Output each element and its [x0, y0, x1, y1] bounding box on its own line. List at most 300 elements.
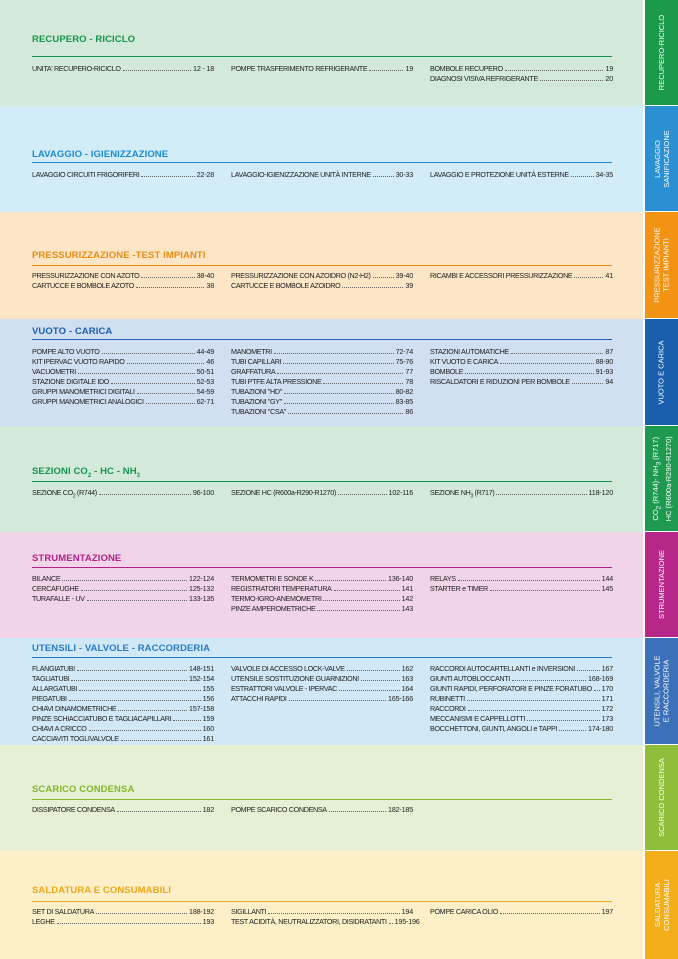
- entry-page-number: 160: [202, 724, 214, 733]
- entry-label: VACUOMETRI: [32, 367, 76, 376]
- section-title: STRUMENTAZIONE: [32, 553, 122, 564]
- index-entry[interactable]: [231, 488, 413, 498]
- entry-label: KIT IPERVAC VUOTO RAPIDO: [32, 357, 125, 366]
- entry-page-number: 80-82: [395, 387, 413, 396]
- entry-label: SEZIONE $CO_2$ (R744): [32, 488, 97, 500]
- index-column: [430, 170, 613, 180]
- index-entry[interactable]: [32, 367, 214, 377]
- leader-dots: [500, 913, 600, 914]
- index-entry[interactable]: [32, 724, 214, 734]
- index-entry[interactable]: [231, 674, 413, 684]
- leader-dots: [141, 176, 194, 177]
- entry-label: MANOMETRI: [231, 347, 272, 356]
- leader-dots: [361, 680, 400, 681]
- entry-page-number: 141: [401, 584, 413, 593]
- entry-label: SEZIONE $NH_3$ (R717): [430, 488, 495, 500]
- leader-dots: [89, 730, 201, 731]
- leader-dots: [572, 383, 604, 384]
- entry-page-number: 143: [401, 604, 413, 613]
- entry-label: POMPE SCARICO CONDENSA: [231, 805, 327, 814]
- entry-page-number: 174-180: [588, 724, 613, 733]
- leader-dots: [137, 393, 195, 394]
- entry-label: GIUNTI AUTOBLOCCANTI: [430, 674, 510, 683]
- leader-dots: [69, 700, 201, 701]
- index-entry[interactable]: [430, 64, 613, 74]
- entry-page-number: 39-40: [395, 271, 413, 280]
- entry-page-number: 172: [601, 704, 613, 713]
- entry-label: TAGLIATUBI: [32, 674, 70, 683]
- index-entry[interactable]: [231, 397, 413, 407]
- index-entry[interactable]: [430, 907, 613, 917]
- leader-dots: [96, 913, 187, 914]
- index-entry[interactable]: [32, 684, 214, 694]
- tab-label: RECUPERO-RICICLO: [657, 14, 666, 91]
- entry-page-number: 188-192: [189, 907, 214, 916]
- entry-label: SET DI SALDATURA: [32, 907, 95, 916]
- entry-label: CACCIAVITI TOGLIVALVOLE: [32, 734, 119, 743]
- index-entry[interactable]: [231, 584, 413, 594]
- index-entry[interactable]: [430, 724, 613, 734]
- leader-dots: [540, 80, 604, 81]
- leader-dots: [79, 690, 200, 691]
- index-column: [32, 64, 214, 74]
- entry-label: BILANCE: [32, 574, 61, 583]
- leader-dots: [527, 720, 600, 721]
- entry-label: MECCANISMI E CAPPELLOTTI: [430, 714, 526, 723]
- index-entry[interactable]: [32, 397, 214, 407]
- leader-dots: [62, 580, 187, 581]
- leader-dots: [123, 70, 191, 71]
- entry-label: BOMBOLE: [430, 367, 464, 376]
- entry-page-number: 157-158: [189, 704, 214, 713]
- tab-pressurizzazione[interactable]: [645, 212, 678, 318]
- entry-page-number: 72-74: [395, 347, 413, 356]
- index-column: [231, 907, 420, 927]
- entry-page-number: 38-40: [196, 271, 214, 280]
- entry-page-number: 12 - 18: [193, 64, 214, 73]
- entry-page-number: 41: [605, 271, 613, 280]
- index-column: [430, 907, 613, 917]
- index-entry[interactable]: [231, 281, 413, 291]
- leader-dots: [342, 287, 403, 288]
- index-entry[interactable]: [231, 907, 413, 917]
- entry-page-number: 170: [601, 684, 613, 693]
- index-entry[interactable]: [231, 917, 420, 927]
- entry-page-number: 195-196: [394, 917, 420, 926]
- section-title: SCARICO CONDENSA: [32, 784, 135, 795]
- tab-label: $CO_2$ (R744)- $NH_3$ (R717) HC (R600a-R290-R1270): [650, 435, 673, 522]
- entry-label: RUBINETTI: [430, 694, 465, 703]
- entry-label: TUBAZIONI "GY": [231, 397, 282, 406]
- entry-page-number: 54-59: [196, 387, 214, 396]
- index-column: [32, 347, 214, 407]
- index-entry[interactable]: [430, 704, 613, 714]
- entry-label: SEZIONE HC (R600a-R290-R1270): [231, 488, 336, 497]
- entry-page-number: 19: [605, 64, 613, 73]
- entry-label: ALLARGATUBI: [32, 684, 78, 693]
- index-entry[interactable]: [430, 674, 613, 684]
- entry-label: TEST ACIDITÀ, NEUTRALIZZATORI, DISIDRATANTI: [231, 917, 387, 926]
- index-entry[interactable]: [32, 674, 214, 684]
- entry-page-number: 167: [601, 664, 613, 673]
- leader-dots: [389, 923, 393, 924]
- entry-label: ESTRATTORI VALVOLE - IPERVAC: [231, 684, 338, 693]
- leader-dots: [127, 363, 205, 364]
- index-entry[interactable]: [32, 734, 214, 744]
- section-title: SEZIONI $CO_2$ - HC - $NH_3$: [32, 466, 141, 479]
- entry-page-number: 46: [206, 357, 214, 366]
- tab-sezioni[interactable]: [645, 426, 678, 531]
- entry-page-number: 62-71: [196, 397, 214, 406]
- entry-label: GRUPPI MANOMETRICI DIGITALI: [32, 387, 135, 396]
- index-entry[interactable]: [32, 594, 214, 604]
- index-column: [430, 664, 613, 734]
- leader-dots: [284, 403, 394, 404]
- leader-dots: [347, 670, 400, 671]
- entry-label: STAZIONE DIGITALE IDO: [32, 377, 110, 386]
- entry-page-number: 118-120: [588, 488, 613, 497]
- entry-page-number: 22-28: [196, 170, 214, 179]
- entry-label: DIAGNOSI VISIVA REFRIGERANTE: [430, 74, 538, 83]
- index-entry[interactable]: [32, 574, 214, 584]
- index-entry[interactable]: [32, 170, 214, 180]
- entry-label: PINZE SCHIACCIATUBO E TAGLIACAPILLARI: [32, 714, 172, 723]
- leader-dots: [117, 811, 201, 812]
- entry-label: TUBI CAPILLARI: [231, 357, 282, 366]
- leader-dots: [141, 277, 194, 278]
- section-divider: [32, 162, 612, 163]
- index-entry[interactable]: [231, 271, 413, 281]
- tab-label: STRUMENTAZIONE: [657, 549, 666, 620]
- index-column: [231, 664, 413, 704]
- entry-page-number: 125-132: [189, 584, 214, 593]
- index-entry[interactable]: [32, 917, 214, 927]
- entry-label: CHIAVI A CRICCO: [32, 724, 87, 733]
- leader-dots: [339, 690, 400, 691]
- index-entry[interactable]: [231, 574, 413, 584]
- leader-dots: [146, 403, 195, 404]
- leader-dots: [71, 680, 187, 681]
- tab-strumentazione[interactable]: [645, 532, 678, 637]
- leader-dots: [288, 413, 403, 414]
- entry-page-number: 161: [202, 734, 214, 743]
- index-entry[interactable]: [430, 377, 613, 387]
- tab-vuoto[interactable]: [645, 319, 678, 425]
- entry-label: GRAFFATURA: [231, 367, 276, 376]
- tab-label: VUOTO E CARICA: [657, 339, 667, 405]
- section-title: SALDATURA E CONSUMABILI: [32, 885, 171, 896]
- index-entry[interactable]: [430, 271, 613, 281]
- index-entry[interactable]: [32, 377, 214, 387]
- entry-label: TERMO-IGRO-ANEMOMETRI: [231, 594, 322, 603]
- entry-label: GRUPPI MANOMETRICI ANALOGICI: [32, 397, 144, 406]
- entry-label: VALVOLE DI ACCESSO LOCK-VALVE: [231, 664, 345, 673]
- index-entry[interactable]: [32, 584, 214, 594]
- index-entry[interactable]: [430, 714, 613, 724]
- leader-dots: [315, 580, 386, 581]
- entry-page-number: 91-93: [595, 367, 613, 376]
- entry-page-number: 168-169: [588, 674, 613, 683]
- entry-page-number: 182-185: [388, 805, 413, 814]
- entry-label: STAZIONI AUTOMATICHE: [430, 347, 509, 356]
- entry-page-number: 152-154: [189, 674, 214, 683]
- entry-label: STARTER e TIMER: [430, 584, 488, 593]
- section-divider: [32, 481, 612, 482]
- entry-page-number: 144: [601, 574, 613, 583]
- leader-dots: [284, 393, 394, 394]
- leader-dots: [373, 277, 394, 278]
- index-entry[interactable]: [32, 805, 214, 815]
- entry-page-number: 162: [401, 664, 413, 673]
- entry-label: LEGHE: [32, 917, 55, 926]
- entry-label: CARTUCCE E BOMBOLE AZOIDRO: [231, 281, 341, 290]
- entry-page-number: 87: [605, 347, 613, 356]
- entry-page-number: 50-51: [196, 367, 214, 376]
- leader-dots: [111, 383, 195, 384]
- index-column: [32, 664, 214, 744]
- index-entry[interactable]: [430, 170, 613, 180]
- index-entry[interactable]: [231, 684, 413, 694]
- leader-dots: [329, 811, 386, 812]
- entry-page-number: 122-124: [189, 574, 214, 583]
- entry-label: TUBI PTFE ALTA PRESSIONE: [231, 377, 322, 386]
- section-divider: [32, 56, 612, 57]
- section-title: RECUPERO - RICICLO: [32, 34, 136, 45]
- leader-dots: [559, 730, 586, 731]
- entry-label: BOCCHETTONI, GIUNTI, ANGOLI e TAPPI: [430, 724, 558, 733]
- entry-label: LAVAGGIO-IGIENIZZAZIONE UNITÀ INTERNE: [231, 170, 371, 179]
- index-column: [32, 271, 214, 291]
- index-column: [32, 170, 214, 180]
- leader-dots: [323, 600, 399, 601]
- index-column: [32, 907, 214, 927]
- entry-page-number: 38: [206, 281, 214, 290]
- leader-dots: [274, 353, 394, 354]
- entry-label: RELAYS: [430, 574, 456, 583]
- entry-label: FLANGIATUBI: [32, 664, 75, 673]
- index-entry[interactable]: [231, 664, 413, 674]
- index-entry[interactable]: [231, 694, 413, 704]
- index-entry[interactable]: [231, 367, 413, 377]
- leader-dots: [78, 373, 195, 374]
- entry-page-number: 171: [601, 694, 613, 703]
- index-entry[interactable]: [32, 694, 214, 704]
- section-sezioni: [0, 426, 643, 532]
- entry-page-number: 77: [405, 367, 413, 376]
- entry-page-number: 34-35: [595, 170, 613, 179]
- entry-label: PIEGATUBI: [32, 694, 67, 703]
- leader-dots: [465, 373, 594, 374]
- index-entry[interactable]: [231, 347, 413, 357]
- index-entry[interactable]: [430, 584, 613, 594]
- leader-dots: [87, 600, 187, 601]
- entry-page-number: 52-53: [196, 377, 214, 386]
- index-entry[interactable]: [231, 604, 413, 614]
- entry-label: POMPE ALTO VUOTO: [32, 347, 100, 356]
- entry-label: TURAFALLE - UV: [32, 594, 85, 603]
- index-entry[interactable]: [231, 594, 413, 604]
- entry-label: UTENSILE SOSTITUZIONE GUARNIZIONI: [231, 674, 359, 683]
- leader-dots: [268, 913, 399, 914]
- index-entry[interactable]: [430, 488, 613, 501]
- leader-dots: [594, 690, 600, 691]
- index-entry[interactable]: [430, 74, 613, 84]
- leader-dots: [490, 590, 600, 591]
- index-entry[interactable]: [430, 367, 613, 377]
- entry-page-number: 148-151: [189, 664, 214, 673]
- index-entry[interactable]: [231, 805, 413, 815]
- entry-label: KIT VUOTO E CARICA: [430, 357, 499, 366]
- index-entry[interactable]: [32, 387, 214, 397]
- entry-page-number: 197: [601, 907, 613, 916]
- leader-dots: [81, 590, 187, 591]
- section-divider: [32, 657, 612, 658]
- section-title: PRESSURIZZAZIONE -TEST IMPIANTI: [32, 250, 206, 261]
- leader-dots: [57, 923, 201, 924]
- tab-label: LAVAGGIO SANIFICAZIONE: [652, 129, 671, 188]
- index-entry[interactable]: [32, 907, 214, 917]
- entry-label: RISCALDATORI E RIDUZIONI PER BOMBOLE: [430, 377, 570, 386]
- entry-label: REGISTRATORI TEMPERATURA: [231, 584, 332, 593]
- entry-page-number: 194: [401, 907, 413, 916]
- entry-page-number: 86: [405, 407, 413, 416]
- tab-label: SCARICO CONDENSA: [657, 758, 667, 837]
- section-recupero: [0, 0, 643, 106]
- index-entry[interactable]: [32, 347, 214, 357]
- entry-page-number: 155: [202, 684, 214, 693]
- tab-utensili[interactable]: [645, 638, 678, 744]
- index-entry[interactable]: [430, 347, 613, 357]
- leader-dots: [173, 720, 200, 721]
- entry-label: RACCORDI: [430, 704, 466, 713]
- entry-page-number: 193: [202, 917, 214, 926]
- leader-dots: [334, 590, 400, 591]
- entry-page-number: 163: [401, 674, 413, 683]
- entry-label: RACCORDI AUTOCARTELLANTI e INVERSIONI: [430, 664, 575, 673]
- section-divider: [32, 265, 612, 266]
- entry-label: BOMBOLE RECUPERO: [430, 64, 503, 73]
- section-scarico: [0, 745, 643, 851]
- section-divider: [32, 567, 612, 568]
- index-column: [430, 64, 613, 84]
- leader-dots: [574, 277, 603, 278]
- leader-dots: [505, 70, 604, 71]
- tab-scarico[interactable]: [645, 745, 678, 850]
- index-column: [231, 170, 413, 180]
- index-entry[interactable]: [231, 170, 413, 180]
- index-column: [430, 347, 613, 387]
- index-column: [231, 64, 413, 74]
- tab-label: PRESSURIZZAZIONE TEST IMPIANTI: [652, 227, 671, 303]
- entry-page-number: 78: [405, 377, 413, 386]
- section-title: VUOTO - CARICA: [32, 326, 113, 337]
- index-column: [32, 574, 214, 604]
- entry-label: SIGILLANTI: [231, 907, 267, 916]
- entry-label: CHIAVI DINAMOMETRICHE: [32, 704, 117, 713]
- leader-dots: [577, 670, 600, 671]
- entry-page-number: 159: [202, 714, 214, 723]
- section-divider: [32, 799, 612, 800]
- index-entry[interactable]: [231, 357, 413, 367]
- leader-dots: [283, 363, 393, 364]
- leader-dots: [77, 670, 187, 671]
- leader-dots: [458, 580, 600, 581]
- leader-dots: [467, 700, 600, 701]
- entry-label: TUBAZIONI "HD": [231, 387, 282, 396]
- index-entry[interactable]: [32, 64, 214, 74]
- entry-page-number: 30-33: [395, 170, 413, 179]
- tab-label: UTENSILI, VALVOLE E RACCORDERIA: [652, 655, 671, 727]
- index-entry[interactable]: [430, 664, 613, 674]
- leader-dots: [496, 494, 586, 495]
- index-entry[interactable]: [32, 714, 214, 724]
- index-entry[interactable]: [32, 488, 214, 501]
- leader-dots: [500, 363, 593, 364]
- entry-page-number: 39: [405, 281, 413, 290]
- leader-dots: [102, 353, 195, 354]
- tab-recupero[interactable]: [645, 0, 678, 105]
- entry-page-number: 20: [605, 74, 613, 83]
- entry-page-number: 133-135: [189, 594, 214, 603]
- entry-label: CERCAFUGHE: [32, 584, 79, 593]
- entry-label: PINZE AMPEROMETRICHE: [231, 604, 316, 613]
- index-entry[interactable]: [430, 574, 613, 584]
- entry-label: TERMOMETRI E SONDE K: [231, 574, 314, 583]
- index-entry[interactable]: [231, 377, 413, 387]
- index-entry[interactable]: [430, 684, 613, 694]
- tab-lavaggio[interactable]: [645, 106, 678, 211]
- tab-saldatura[interactable]: [645, 851, 678, 959]
- leader-dots: [571, 176, 594, 177]
- entry-label: UNITA' RECUPERO-RICICLO: [32, 64, 121, 73]
- entry-label: TUBAZIONI "CSA": [231, 407, 286, 416]
- entry-page-number: 156: [202, 694, 214, 703]
- index-entry[interactable]: [231, 387, 413, 397]
- leader-dots: [99, 494, 191, 495]
- leader-dots: [373, 176, 394, 177]
- entry-page-number: 142: [401, 594, 413, 603]
- index-entry[interactable]: [32, 357, 214, 367]
- entry-label: LAVAGGIO E PROTEZIONE UNITÀ ESTERNE: [430, 170, 569, 179]
- index-entry[interactable]: [32, 664, 214, 674]
- index-entry[interactable]: [231, 407, 413, 417]
- index-entry[interactable]: [231, 64, 413, 74]
- index-entry[interactable]: [430, 357, 613, 367]
- entry-label: POMPE TRASFERIMENTO REFRIGERANTE: [231, 64, 368, 73]
- leader-dots: [511, 353, 604, 354]
- index-entry[interactable]: [32, 704, 214, 714]
- entry-page-number: 165-166: [388, 694, 413, 703]
- entry-label: ATTACCHI RAPIDI: [231, 694, 287, 703]
- leader-dots: [512, 680, 586, 681]
- entry-page-number: 88-90: [595, 357, 613, 366]
- index-column: [231, 271, 413, 291]
- index-entry[interactable]: [430, 694, 613, 704]
- index-column: [231, 805, 413, 815]
- index-column: [32, 805, 214, 815]
- index-entry[interactable]: [32, 281, 214, 291]
- entry-page-number: 44-49: [196, 347, 214, 356]
- leader-dots: [121, 740, 201, 741]
- section-divider: [32, 339, 612, 340]
- leader-dots: [277, 373, 403, 374]
- entry-page-number: 136-140: [388, 574, 413, 583]
- entry-page-number: 145: [601, 584, 613, 593]
- leader-dots: [136, 287, 204, 288]
- index-entry[interactable]: [32, 271, 214, 281]
- section-saldatura: [0, 851, 643, 959]
- index-column: [231, 347, 413, 417]
